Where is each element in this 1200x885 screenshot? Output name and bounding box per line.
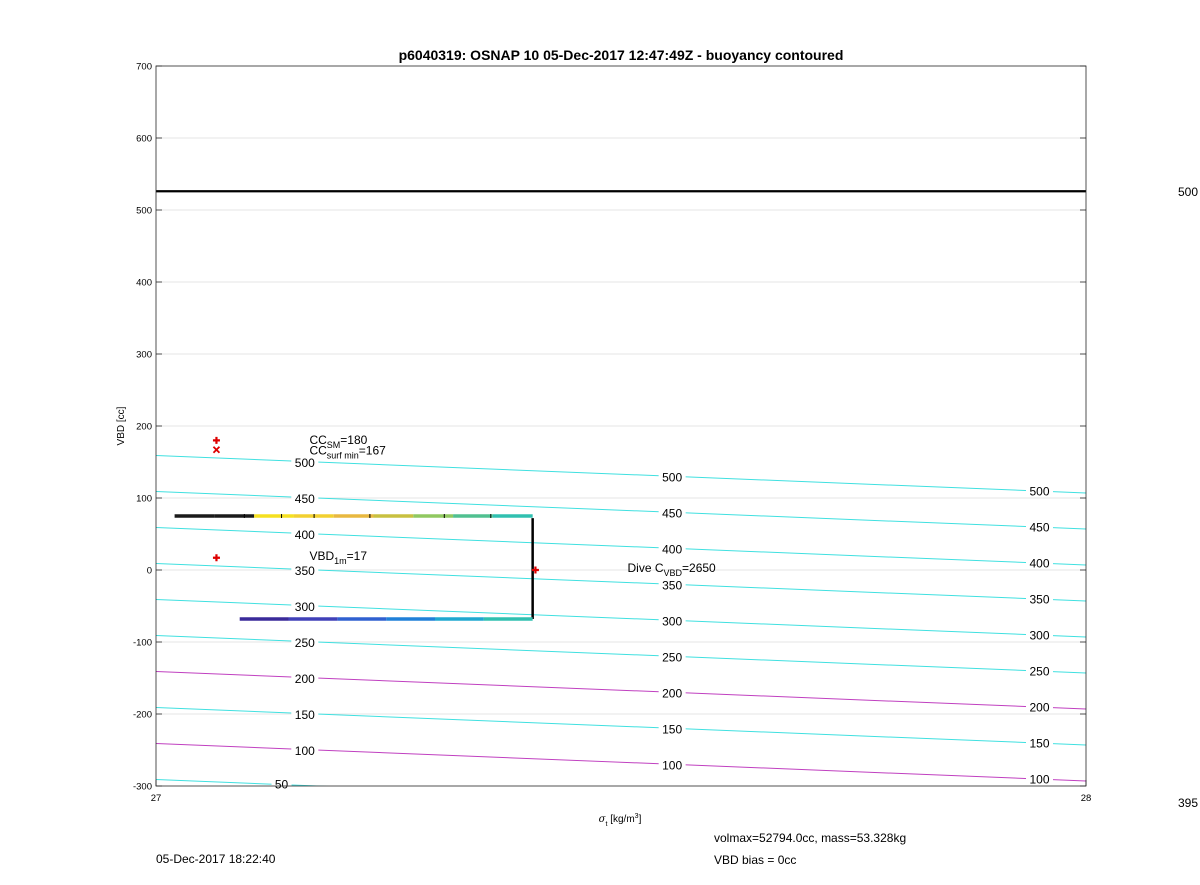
annotation-base: CC bbox=[309, 443, 327, 458]
x-axis-label bbox=[599, 813, 642, 828]
contour-label-500: 500 bbox=[294, 456, 315, 471]
y-tick-label: 500 bbox=[136, 205, 152, 217]
contour-label-400: 400 bbox=[294, 528, 315, 543]
annotation-base: Dive C bbox=[627, 561, 664, 575]
contour-label-250: 250 bbox=[294, 636, 315, 651]
annotation-vbd bbox=[309, 549, 367, 566]
contour-label-450: 450 bbox=[662, 506, 683, 521]
contour-label-500: 500 bbox=[662, 470, 683, 485]
contour-label-300: 300 bbox=[662, 614, 683, 629]
x-tick-label: 28 bbox=[1080, 793, 1092, 804]
y-tick-label: -100 bbox=[132, 637, 152, 649]
contour-label-150: 150 bbox=[294, 708, 315, 723]
contour-label-100: 100 bbox=[294, 744, 315, 759]
annotation-value: =180 bbox=[340, 432, 368, 447]
y-tick-label: 400 bbox=[136, 277, 152, 289]
chart-title: p6040319: OSNAP 10 05-Dec-2017 12:47:49Z - buoyancy contoured bbox=[398, 47, 844, 63]
contour-label-150: 150 bbox=[1029, 736, 1050, 751]
x-axis-label-units-close: ] bbox=[638, 814, 642, 825]
y-tick-label: 100 bbox=[136, 493, 152, 505]
y-tick-label: -300 bbox=[132, 781, 152, 793]
right-label-bottom: 395 bbox=[1178, 796, 1199, 810]
contour-label-350: 350 bbox=[662, 578, 683, 593]
x-axis-label-units: [kg/m bbox=[607, 814, 635, 825]
contour-label-200: 200 bbox=[294, 672, 315, 687]
marker-cross bbox=[213, 447, 219, 453]
marker-plus bbox=[213, 437, 220, 444]
contour-label-50: 50 bbox=[274, 777, 289, 792]
x-tick-label: 27 bbox=[150, 793, 162, 804]
contour-label-200: 200 bbox=[1029, 700, 1050, 715]
contour-label-350: 350 bbox=[294, 564, 315, 579]
contour-label-500: 500 bbox=[1029, 484, 1050, 499]
grid-lines bbox=[156, 138, 1086, 714]
contour-label-100: 100 bbox=[662, 758, 683, 773]
marker-plus bbox=[213, 554, 220, 561]
y-tick-label: 0 bbox=[146, 565, 152, 577]
contour-label-250: 250 bbox=[1029, 664, 1050, 679]
annotation-subscript: SM bbox=[326, 439, 341, 450]
x-axis-label-sub: t bbox=[605, 821, 608, 828]
x-axis-label-symbol: σ bbox=[598, 814, 606, 825]
y-tick-label: 700 bbox=[136, 61, 152, 73]
annotation-subscript: surf min bbox=[326, 450, 359, 461]
annotation-value: =17 bbox=[346, 548, 368, 563]
annotation-base: VBD bbox=[309, 548, 335, 563]
contour-label-450: 450 bbox=[1029, 520, 1050, 535]
contour-label-300: 300 bbox=[1029, 628, 1050, 643]
y-tick-label: 200 bbox=[136, 421, 152, 433]
annotation-value: =2650 bbox=[682, 561, 716, 575]
contour-label-400: 400 bbox=[662, 542, 683, 557]
footer-timestamp: 05-Dec-2017 18:22:40 bbox=[156, 852, 276, 866]
annotation-value: =167 bbox=[358, 443, 386, 458]
contour-label-200: 200 bbox=[662, 686, 683, 701]
annotation-subscript: 1m bbox=[334, 555, 347, 566]
annotation-base: CC bbox=[309, 432, 327, 447]
y-axis-label: VBD [cc] bbox=[116, 406, 127, 446]
contour-line-50 bbox=[156, 780, 1086, 817]
contour-label-300: 300 bbox=[294, 600, 315, 615]
contour-label-100: 100 bbox=[1029, 772, 1050, 787]
y-tick-label: -200 bbox=[132, 709, 152, 721]
annotation-dive-c bbox=[628, 561, 717, 578]
contour-label-250: 250 bbox=[662, 650, 683, 665]
footer-vbd-bias: VBD bias = 0cc bbox=[714, 853, 797, 867]
contour-label-150: 150 bbox=[662, 722, 683, 737]
x-axis-label-units-sup: 3 bbox=[634, 813, 639, 820]
contour-label-450: 450 bbox=[294, 492, 315, 507]
axis-ticks bbox=[133, 62, 1091, 805]
footer-volmax: volmax=52794.0cc, mass=53.328kg bbox=[714, 831, 907, 845]
contour-label-400: 400 bbox=[1029, 556, 1050, 571]
contour-label-350: 350 bbox=[1029, 592, 1050, 607]
right-label-top: 500 bbox=[1178, 185, 1199, 199]
y-tick-label: 300 bbox=[136, 349, 152, 361]
annotation-subscript: VBD bbox=[663, 568, 683, 578]
contour-labels bbox=[272, 456, 1053, 792]
y-tick-label: 600 bbox=[136, 133, 152, 145]
